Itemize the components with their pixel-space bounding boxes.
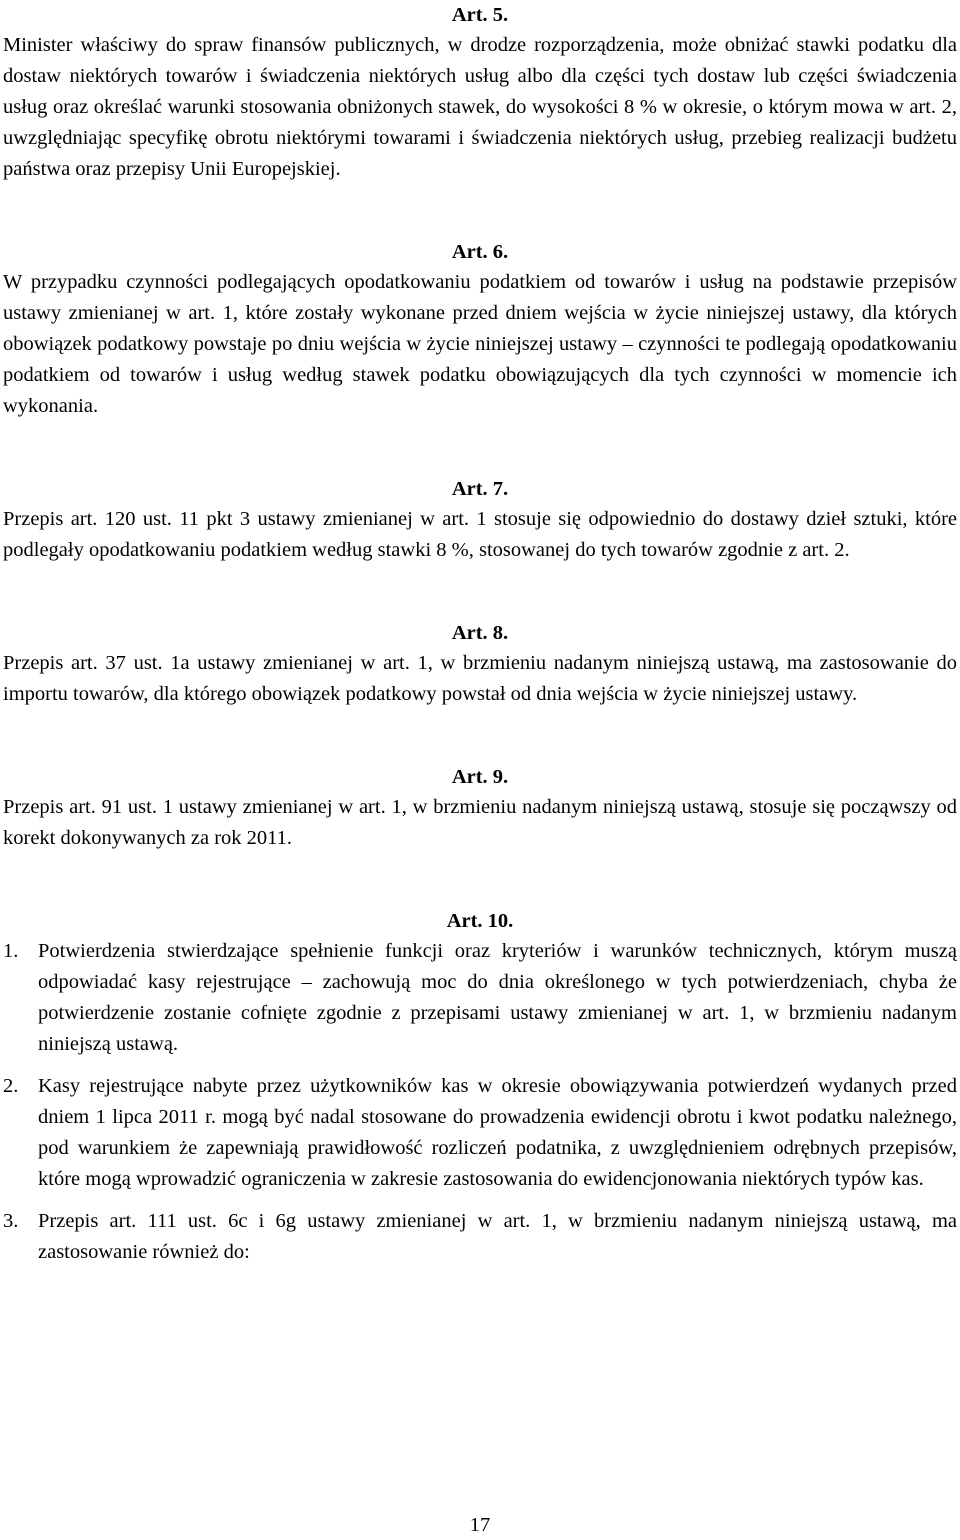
- article-text: Przepis art. 37 ust. 1a ustawy zmienianej w art. 1, w brzmieniu nadanym niniejszą ustawą, ma zastosowanie do importu towarów, dla którego obowiązek podatkowy powstał od dnia wejścia w życie niniejszej ustawy.: [3, 652, 957, 705]
- article-heading: Art. 5.: [451, 4, 509, 26]
- article-heading: Art. 7.: [451, 478, 509, 500]
- item-text: Potwierdzenia stwierdzające spełnienie funkcji oraz kryteriów i warunków technicznych, którym muszą odpowiadać kasy rejestrujące – zachowują moc do dnia określonego w tych potwierdzeniach, chyba że potwierdzenie zostanie cofnięte zgodnie z przepisami ustawy zmienianej w art. 1, w brzmieniu nadanym niniejszą ustawą.: [38, 940, 957, 1055]
- article-heading: Art. 8.: [451, 622, 509, 644]
- article-10: [3, 906, 957, 1268]
- article-text: Przepis art. 120 ust. 11 pkt 3 ustawy zmienianej w art. 1 stosuje się odpowiednio do dostawy dzieł sztuki, które podlegały opodatkowaniu podatkiem według stawki 8 %, stosowanej do tych towarów zgodnie z art. 2.: [3, 508, 957, 561]
- article-heading: Art. 10.: [446, 910, 514, 932]
- article-text: W przypadku czynności podlegających opodatkowaniu podatkiem od towarów i usług na podstawie przepisów ustawy zmienianej w art. 1, które zostały wykonane przed dniem wejścia w życie niniejszej ustawy, dla których obowiązek podatkowy powstaje po dniu wejścia w życie niniejszej ustawy – czynności te podlegają opodatkowaniu podatkiem od towarów i usług według stawek podatku obowiązujących dla tych czynności w momencie ich wykonania.: [3, 271, 957, 417]
- list-item: [3, 1071, 957, 1195]
- item-number: 2.: [3, 1075, 19, 1097]
- item-text: Przepis art. 111 ust. 6c i 6g ustawy zmienianej w art. 1, w brzmieniu nadanym niniejszą ustawą, ma zastosowanie również do:: [38, 1210, 957, 1263]
- page-number: 17: [469, 1514, 491, 1536]
- article-text: Minister właściwy do spraw finansów publicznych, w drodze rozporządzenia, może obniżać stawki podatku dla dostaw niektórych towarów i świadczenia niektórych usług albo dla części tych dostaw lub części świadczenia usług oraz określać warunki stosowania obniżonych stawek, do wysokości 8 % w okresie, o którym mowa w art. 2, uwzględniając specyfikę obrotu niektórymi towarami i świadczenia niektórych usług, przebieg realizacji budżetu państwa oraz przepisy Unii Europejskiej.: [3, 34, 957, 180]
- article-heading: Art. 6.: [451, 241, 509, 263]
- numbered-list: [3, 936, 957, 1268]
- article-9: [3, 762, 957, 854]
- list-item: [3, 936, 957, 1060]
- item-number: 3.: [3, 1210, 19, 1232]
- article-heading: Art. 9.: [451, 766, 509, 788]
- item-text: Kasy rejestrujące nabyte przez użytkowników kas w okresie obowiązywania potwierdzeń wydanych przed dniem 1 lipca 2011 r. mogą być nadal stosowane do prowadzenia ewidencji obrotu i kwot podatku należnego, pod warunkiem że zapewniają prawidłowość rozliczeń podatnika, z uwzględnieniem odrębnych przepisów, które mogą wprowadzić ograniczenia w zakresie zastosowania do ewidencjonowania niektórych typów kas.: [38, 1075, 957, 1190]
- list-item: [3, 1206, 957, 1268]
- article-text: Przepis art. 91 ust. 1 ustawy zmienianej w art. 1, w brzmieniu nadanym niniejszą ustawą, stosuje się począwszy od korekt dokonywanych za rok 2011.: [3, 796, 957, 849]
- article-7: [3, 474, 957, 566]
- article-5: [3, 0, 957, 185]
- article-6: [3, 237, 957, 422]
- item-number: 1.: [3, 940, 19, 962]
- article-8: [3, 618, 957, 710]
